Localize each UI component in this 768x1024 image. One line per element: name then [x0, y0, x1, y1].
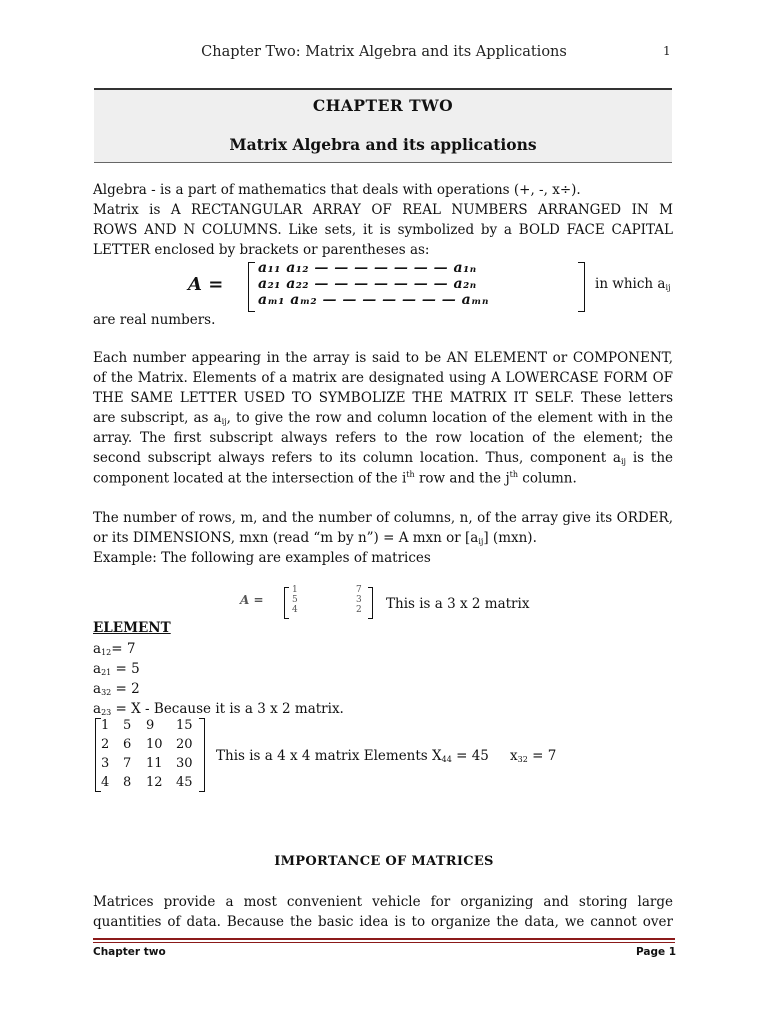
- general-matrix-lhs: A =: [188, 274, 224, 295]
- general-matrix-row3: aₘ₁ aₘ₂ — — — — — — — aₘₙ: [258, 292, 489, 308]
- element-item: $a_{21} = 5$: [93, 661, 140, 677]
- example-matrix: [240, 585, 380, 619]
- general-matrix-row2: a₂₁ a₂₂ — — — — — — — a₂ₙ: [258, 276, 477, 292]
- element-item: $a_{32} = 2$: [93, 681, 140, 697]
- footer-chapter-label: Chapter two: [93, 946, 166, 958]
- para2-line1: Each number appearing in the array is said to be AN ELEMENT or COMPONENT,: [93, 350, 673, 366]
- element-item: $a_{12}= 7$: [93, 641, 136, 657]
- example-matrix-caption: This is a 3 x 2 matrix: [386, 596, 530, 612]
- para2-line5: array. The first subscript always refers to the row location of the element; the: [93, 430, 673, 446]
- importance-line2: quantities of data. Because the basic idea is to organize the data, we cannot over: [93, 914, 673, 930]
- chapter-label: CHAPTER TWO: [312, 96, 454, 115]
- matrix-4x4-table: 1 5 9 15 2 6 10 20 3 7 11 30 4 8 12 45: [101, 718, 193, 790]
- para1-line5: are real numbers.: [93, 312, 216, 328]
- para1-line2: Matrix is A RECTANGULAR ARRAY OF REAL NUMBERS ARRANGED IN M: [93, 202, 673, 218]
- importance-heading: IMPORTANCE OF MATRICES: [274, 854, 494, 869]
- matrix-4x4-caption: This is a 4 x 4 matrix Elements $X_{44} = 45$: [216, 748, 489, 764]
- para3-line2: or its DIMENSIONS, mxn (read “m by n”) = A mxn or $[a_{ij}]$ (mxn).: [93, 530, 537, 546]
- example-matrix-col2: 7 3 2: [356, 585, 362, 615]
- para3-line3: Example: The following are examples of matrices: [93, 550, 431, 566]
- para1-line4: LETTER enclosed by brackets or parentheses as:: [93, 242, 430, 258]
- example-matrix-col1: 1 5 4: [292, 585, 298, 615]
- element-heading: ELEMENT: [93, 620, 171, 636]
- matrix-4x4-caption-element: $x_{32} = 7$: [510, 748, 557, 764]
- general-matrix-row1: a₁₁ a₁₂ — — — — — — — a₁ₙ: [258, 260, 477, 276]
- left-bracket: [248, 262, 255, 312]
- in-which-note: in which $a_{ij}$: [595, 276, 671, 292]
- matrix-4x4: [95, 716, 207, 792]
- matrix-4x4-right-bracket: [199, 718, 205, 792]
- para2-line2: of the Matrix. Elements of a matrix are designated using A LOWERCASE FORM OF: [93, 370, 673, 386]
- chapter-title: Matrix Algebra and its applications: [229, 135, 537, 154]
- chapter-title-box: [94, 88, 672, 163]
- para2-line3: THE SAME LETTER USED TO SYMBOLIZE THE MATRIX IT SELF. These letters: [93, 390, 673, 406]
- footer-rule: [93, 938, 675, 940]
- element-item: $a_{23} = X$ - Because it is a 3 x 2 matrix.: [93, 701, 344, 717]
- para1-line1: Algebra - is a part of mathematics that deals with operations (+, -, x÷).: [93, 182, 581, 198]
- para2-line6: second subscript always refers to its column location. Thus, component $a_{ij}$ is the: [93, 450, 673, 466]
- para1-line3: ROWS AND N COLUMNS. Like sets, it is symbolized by a BOLD FACE CAPITAL: [93, 222, 673, 238]
- example-left-bracket: [284, 587, 289, 619]
- footer-page-label: Page 1: [636, 946, 677, 958]
- header-page-number: 1: [663, 44, 671, 58]
- example-matrix-lhs: A =: [240, 593, 264, 607]
- running-header: Chapter Two: Matrix Algebra and its Applications: [201, 44, 567, 60]
- importance-line1: Matrices provide a most convenient vehicle for organizing and storing large: [93, 894, 673, 910]
- para2-line7: component located at the intersection of the $i^{th}$ row and the $j^{th}$ column.: [93, 470, 577, 487]
- right-bracket: [578, 262, 585, 312]
- para3-line1: The number of rows, m, and the number of columns, n, of the array give its ORDER,: [93, 510, 673, 526]
- para2-line4: are subscript, as $a_{ij}$, to give the row and column location of the element with in the: [93, 410, 673, 426]
- footer-rule-thin: [93, 942, 675, 943]
- general-matrix: [188, 262, 588, 312]
- example-right-bracket: [368, 587, 373, 619]
